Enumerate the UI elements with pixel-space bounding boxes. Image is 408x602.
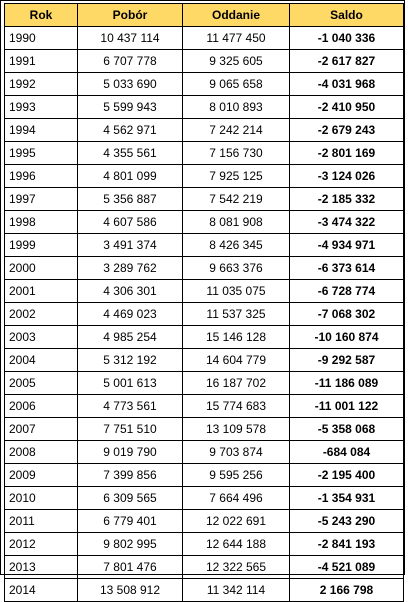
year-cell: 1992 <box>5 73 78 96</box>
table-row <box>5 96 404 119</box>
table-row <box>5 464 404 487</box>
output-cell: 12 322 565 <box>183 556 290 579</box>
output-cell: 11 035 075 <box>183 280 290 303</box>
output-cell: 11 342 114 <box>183 579 290 602</box>
year-cell: 2009 <box>5 464 78 487</box>
table-row <box>5 188 404 211</box>
year-cell: 1990 <box>5 27 78 50</box>
balance-cell: -3 474 322 <box>290 211 404 234</box>
balance-cell: -2 195 400 <box>290 464 404 487</box>
intake-cell: 5 356 887 <box>78 188 183 211</box>
balance-cell: -11 186 089 <box>290 372 404 395</box>
output-cell: 7 542 219 <box>183 188 290 211</box>
table-row <box>5 257 404 280</box>
output-cell: 9 595 256 <box>183 464 290 487</box>
intake-cell: 4 801 099 <box>78 165 183 188</box>
table-row <box>5 395 404 418</box>
output-cell: 7 156 730 <box>183 142 290 165</box>
balance-cell: -2 617 827 <box>290 50 404 73</box>
table-row <box>5 533 404 556</box>
intake-cell: 7 399 856 <box>78 464 183 487</box>
intake-cell: 6 779 401 <box>78 510 183 533</box>
year-cell: 2004 <box>5 349 78 372</box>
balance-cell: -2 801 169 <box>290 142 404 165</box>
balance-cell: -1 354 931 <box>290 487 404 510</box>
intake-cell: 10 437 114 <box>78 27 183 50</box>
intake-cell: 5 312 192 <box>78 349 183 372</box>
year-cell: 2002 <box>5 303 78 326</box>
balance-cell: -6 728 774 <box>290 280 404 303</box>
table-row <box>5 119 404 142</box>
table-row <box>5 142 404 165</box>
table-row <box>5 510 404 533</box>
output-cell: 12 022 691 <box>183 510 290 533</box>
header-balance: Saldo <box>290 4 404 27</box>
balance-cell: -7 068 302 <box>290 303 404 326</box>
intake-cell: 6 309 565 <box>78 487 183 510</box>
intake-cell: 5 001 613 <box>78 372 183 395</box>
balance-cell: -10 160 874 <box>290 326 404 349</box>
output-cell: 11 477 450 <box>183 27 290 50</box>
intake-cell: 4 355 561 <box>78 142 183 165</box>
year-cell: 2011 <box>5 510 78 533</box>
balance-cell: -4 934 971 <box>290 234 404 257</box>
year-cell: 2013 <box>5 556 78 579</box>
intake-cell: 3 491 374 <box>78 234 183 257</box>
table-row <box>5 165 404 188</box>
year-cell: 2001 <box>5 280 78 303</box>
table-row <box>5 579 404 602</box>
year-cell: 2003 <box>5 326 78 349</box>
year-cell: 1998 <box>5 211 78 234</box>
data-table <box>4 3 404 602</box>
year-cell: 1991 <box>5 50 78 73</box>
table-row <box>5 280 404 303</box>
year-cell: 1996 <box>5 165 78 188</box>
balance-cell: -6 373 614 <box>290 257 404 280</box>
year-cell: 2014 <box>5 579 78 602</box>
year-cell: 1994 <box>5 119 78 142</box>
table-row <box>5 234 404 257</box>
table-row <box>5 211 404 234</box>
balance-cell: -1 040 336 <box>290 27 404 50</box>
intake-cell: 7 751 510 <box>78 418 183 441</box>
table-row <box>5 418 404 441</box>
balance-cell: -2 185 332 <box>290 188 404 211</box>
table-row <box>5 73 404 96</box>
table-row <box>5 50 404 73</box>
output-cell: 8 010 893 <box>183 96 290 119</box>
year-cell: 1993 <box>5 96 78 119</box>
year-cell: 2012 <box>5 533 78 556</box>
header-intake: Pobór <box>78 4 183 27</box>
output-cell: 12 644 188 <box>183 533 290 556</box>
balance-cell: -4 521 089 <box>290 556 404 579</box>
output-cell: 8 426 345 <box>183 234 290 257</box>
year-cell: 1995 <box>5 142 78 165</box>
output-cell: 9 325 605 <box>183 50 290 73</box>
intake-cell: 13 508 912 <box>78 579 183 602</box>
output-cell: 8 081 908 <box>183 211 290 234</box>
intake-cell: 4 469 023 <box>78 303 183 326</box>
output-cell: 7 242 214 <box>183 119 290 142</box>
table-row <box>5 303 404 326</box>
intake-cell: 7 801 476 <box>78 556 183 579</box>
output-cell: 15 774 683 <box>183 395 290 418</box>
output-cell: 16 187 702 <box>183 372 290 395</box>
table-row <box>5 441 404 464</box>
output-cell: 11 537 325 <box>183 303 290 326</box>
header-year: Rok <box>5 4 78 27</box>
year-cell: 2006 <box>5 395 78 418</box>
year-cell: 2007 <box>5 418 78 441</box>
table-row <box>5 556 404 579</box>
output-cell: 7 664 496 <box>183 487 290 510</box>
year-cell: 2000 <box>5 257 78 280</box>
intake-cell: 4 607 586 <box>78 211 183 234</box>
table-header <box>5 4 404 27</box>
intake-cell: 5 033 690 <box>78 73 183 96</box>
table-row <box>5 27 404 50</box>
balance-cell: -9 292 587 <box>290 349 404 372</box>
balance-cell: -2 841 193 <box>290 533 404 556</box>
year-cell: 2005 <box>5 372 78 395</box>
output-cell: 14 604 779 <box>183 349 290 372</box>
balance-cell: -4 031 968 <box>290 73 404 96</box>
output-cell: 15 146 128 <box>183 326 290 349</box>
balance-cell: 2 166 798 <box>290 579 404 602</box>
header-output: Oddanie <box>183 4 290 27</box>
output-cell: 13 109 578 <box>183 418 290 441</box>
output-cell: 9 703 874 <box>183 441 290 464</box>
balance-cell: -2 410 950 <box>290 96 404 119</box>
balance-cell: -5 358 068 <box>290 418 404 441</box>
intake-cell: 4 306 301 <box>78 280 183 303</box>
table-row <box>5 487 404 510</box>
intake-cell: 4 562 971 <box>78 119 183 142</box>
balance-cell: -11 001 122 <box>290 395 404 418</box>
intake-cell: 9 019 790 <box>78 441 183 464</box>
intake-cell: 6 707 778 <box>78 50 183 73</box>
table-body <box>5 27 404 602</box>
header-row <box>5 4 404 27</box>
year-cell: 1999 <box>5 234 78 257</box>
table-row <box>5 372 404 395</box>
year-cell: 2010 <box>5 487 78 510</box>
balance-cell: -5 243 290 <box>290 510 404 533</box>
table-row <box>5 326 404 349</box>
output-cell: 9 663 376 <box>183 257 290 280</box>
balance-cell: -2 679 243 <box>290 119 404 142</box>
table-row <box>5 349 404 372</box>
output-cell: 7 925 125 <box>183 165 290 188</box>
year-cell: 2008 <box>5 441 78 464</box>
balance-cell: -684 084 <box>290 441 404 464</box>
balance-cell: -3 124 026 <box>290 165 404 188</box>
intake-cell: 4 985 254 <box>78 326 183 349</box>
intake-cell: 5 599 943 <box>78 96 183 119</box>
intake-cell: 3 289 762 <box>78 257 183 280</box>
intake-cell: 9 802 995 <box>78 533 183 556</box>
intake-cell: 4 773 561 <box>78 395 183 418</box>
output-cell: 9 065 658 <box>183 73 290 96</box>
year-cell: 1997 <box>5 188 78 211</box>
